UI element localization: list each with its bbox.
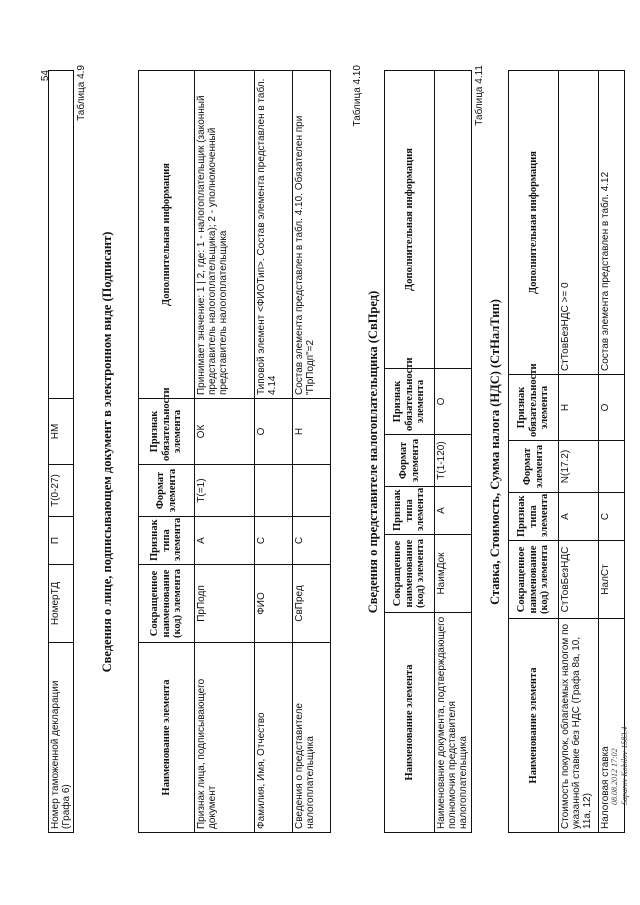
table-row xyxy=(559,71,599,833)
note-line: 08.08.2012 17:02 xyxy=(610,748,619,805)
cell-required: НМ xyxy=(49,399,74,465)
cell-name: Фамилия, Имя, Отчество xyxy=(255,643,293,833)
cell-format: T(1-120) xyxy=(435,435,472,487)
cell-required: О xyxy=(599,375,625,441)
cell-info: Принимает значение: 1 | 2, где: 1 - налогоплательщик (законный представитель налогоплательщика); 2 - уполномоченный представитель налогоплательщика xyxy=(195,71,255,399)
cell-code: НомерТД xyxy=(49,565,74,643)
cell-code: НалСт xyxy=(599,541,625,619)
table-row xyxy=(195,71,255,833)
cell-info xyxy=(49,71,74,399)
cell-type: А xyxy=(195,517,255,565)
cell-type: С xyxy=(599,493,625,541)
cell-info: СтТовБезНДС >= 0 xyxy=(559,71,599,375)
page-number: 54 xyxy=(40,70,51,82)
cell-format: N(17.2) xyxy=(559,441,599,493)
header-format: Формат элемента xyxy=(509,441,559,493)
cell-type: А xyxy=(435,487,472,535)
header-type: Признак типа элемента xyxy=(385,487,435,535)
header-row xyxy=(139,71,195,833)
cell-format: T(0-27) xyxy=(49,465,74,517)
cell-format: T(=1) xyxy=(195,465,255,517)
table-4-9 xyxy=(138,70,331,833)
header-info: Дополнительная информация xyxy=(385,71,435,369)
cell-name: Налоговая ставка xyxy=(599,619,625,833)
header-type: Признак типа элемента xyxy=(139,517,195,565)
header-name: Наименование элемента xyxy=(509,619,559,833)
header-code: Сокращенное наименование (код) элемента xyxy=(385,535,435,613)
header-code: Сокращенное наименование (код) элемента xyxy=(509,541,559,619)
header-row xyxy=(509,71,559,833)
cell-name: Признак лица, подписывающего документ xyxy=(195,643,255,833)
header-row xyxy=(385,71,435,833)
cell-format xyxy=(255,465,293,517)
cell-name: Номер таможенной декларации (Графа 6) xyxy=(49,643,74,833)
cell-type: С xyxy=(255,517,293,565)
table-row xyxy=(49,71,74,833)
table-row xyxy=(435,71,472,833)
handwritten-note xyxy=(610,727,629,805)
cell-name: Сведения о представителе налогоплательщика xyxy=(293,643,331,833)
header-required: Признак обязательности элемента xyxy=(509,375,559,441)
table-label: Таблица 4.9 xyxy=(76,65,87,121)
cell-code: СвПред xyxy=(293,565,331,643)
table-title: Ставка, Стоимость, Сумма налога (НДС) (СтНалТип) xyxy=(488,299,502,605)
continuation-table xyxy=(48,70,74,833)
table-4-11 xyxy=(508,70,625,833)
cell-code: ФИО xyxy=(255,565,293,643)
header-type: Признак типа элемента xyxy=(509,493,559,541)
cell-code: СтТовБезНДС xyxy=(559,541,599,619)
cell-info: Типовой элемент <ФИОТип>. Состав элемента представлен в табл. 4.14 xyxy=(255,71,293,399)
cell-code: ПрПодп xyxy=(195,565,255,643)
header-required: Признак обязательности элемента xyxy=(385,369,435,435)
cell-required: Н xyxy=(293,399,331,465)
table-row xyxy=(293,71,331,833)
cell-info xyxy=(435,71,472,369)
header-required: Признак обязательности элемента xyxy=(139,399,195,465)
cell-type: А xyxy=(559,493,599,541)
cell-code: НаимДок xyxy=(435,535,472,613)
header-code: Сокращенное наименование (код) элемента xyxy=(139,565,195,643)
table-row xyxy=(255,71,293,833)
header-format: Формат элемента xyxy=(385,435,435,487)
cell-name: Наименование документа, подтверждающего полномочия представителя налогоплательщика xyxy=(435,613,472,833)
cell-info: Состав элемента представлен в табл. 4.10. Обязателен при "ПрПодп"=2 xyxy=(293,71,331,399)
header-info: Дополнительная информация xyxy=(139,71,195,399)
header-format: Формат элемента xyxy=(139,465,195,517)
cell-type: С xyxy=(293,517,331,565)
cell-name: Стоимость покупок, облагаемых налогом по указанной ставке без НДС (Графа 8а, 10, 11а, 12) xyxy=(559,619,599,833)
header-name: Наименование элемента xyxy=(385,613,435,833)
table-title: Сведения о лице, подписывающем документ в электронном виде (Подписант) xyxy=(100,231,114,673)
table-row xyxy=(599,71,625,833)
cell-format xyxy=(293,465,331,517)
cell-type: П xyxy=(49,517,74,565)
table-title: Сведения о представителе налогоплательщика (СвПред) xyxy=(366,290,380,614)
table-label: Таблица 4.10 xyxy=(352,65,363,127)
header-name: Наименование элемента xyxy=(139,643,195,833)
header-info: Дополнительная информация xyxy=(509,71,559,375)
cell-info: Состав элемента представлен в табл. 4.12 xyxy=(599,71,625,375)
cell-required: ОК xyxy=(195,399,255,465)
cell-required: О xyxy=(255,399,293,465)
table-label: Таблица 4.11 xyxy=(474,65,485,126)
cell-required: Н xyxy=(559,375,599,441)
cell-format xyxy=(599,441,625,493)
note-line: Saparov Kobilov-1583.4 xyxy=(619,726,629,805)
cell-required: О xyxy=(435,369,472,435)
table-4-10 xyxy=(384,70,472,833)
